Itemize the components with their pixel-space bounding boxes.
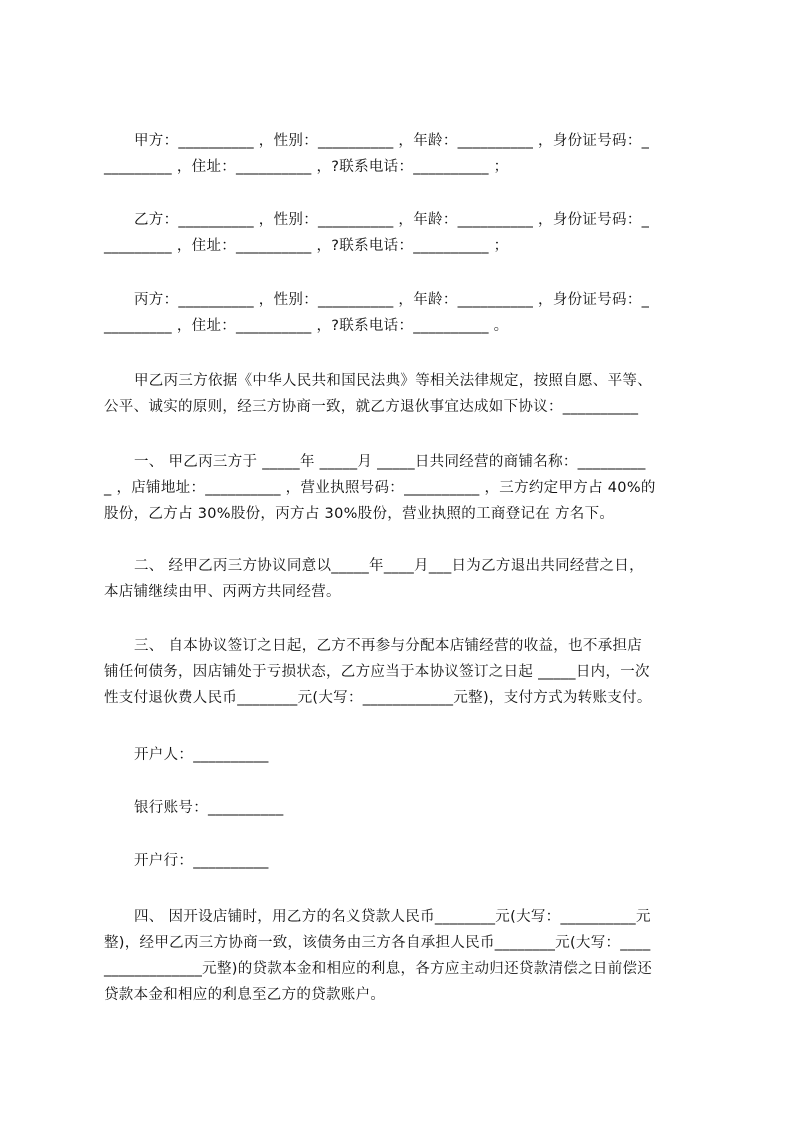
clause-4-line-1: 四、 因开设店铺时，用乙方的名义贷款人民币________元(大写：__________元 bbox=[134, 909, 651, 925]
account-holder bbox=[104, 742, 704, 768]
clause-2 bbox=[104, 553, 704, 605]
party-b-line-1: 乙方：__________ ，性别：__________ ，年龄：__________ ，身份证号码：_ bbox=[134, 212, 650, 228]
party-a-info bbox=[104, 128, 704, 180]
party-c-line-2: _________ ，住址：__________ ，?联系电话：__________ 。 bbox=[104, 318, 509, 334]
opening-bank bbox=[104, 848, 704, 874]
opening-bank-line: 开户行：__________ bbox=[134, 853, 269, 869]
party-c-info bbox=[104, 287, 704, 339]
clause-3-line-1: 三、 自本协议签订之日起，乙方不再参与分配本店铺经营的收益，也不承担店 bbox=[134, 638, 643, 654]
clause-1-line-1: 一、 甲乙丙三方于 _____年 _____月 _____日共同经营的商铺名称：_________ bbox=[134, 454, 646, 470]
clause-3-line-3: 性支付退伙费人民币________元(大写：____________元整)，支付方式为转账支付。 bbox=[104, 690, 652, 706]
party-a-line-1: 甲方：__________ ，性别：__________ ，年龄：__________ ，身份证号码：_ bbox=[134, 133, 650, 149]
clause-4-line-3: _____________元整)的贷款本金和相应的利息，各方应主动归还贷款清偿之日前偿还 bbox=[104, 961, 653, 977]
bank-account-number-line: 银行账号：__________ bbox=[134, 800, 284, 816]
clause-4-line-2: 整)，经甲乙丙三方协商一致，该债务由三方各自承担人民币________元(大写：____ bbox=[104, 935, 651, 951]
clause-4-line-4: 贷款本金和相应的利息至乙方的贷款账户。 bbox=[104, 987, 386, 1003]
clause-1-line-2: _ ，店铺地址：__________ ，营业执照号码：__________ ，三方约定甲方占 40%的 bbox=[104, 480, 656, 496]
preamble-line-1: 甲乙丙三方依据《中华人民共和国民法典》等相关法律规定，按照自愿、平等、 bbox=[134, 373, 652, 389]
clause-3-line-2: 铺任何债务，因店铺处于亏损状态，乙方应当于本协议签订之日起 _____日内，一次 bbox=[104, 664, 650, 680]
clause-2-line-2: 本店铺继续由甲、丙两方共同经营。 bbox=[104, 584, 341, 600]
party-b-info bbox=[104, 207, 704, 259]
party-a-line-2: _________ ，住址：__________ ，?联系电话：__________ ； bbox=[104, 159, 509, 175]
preamble bbox=[104, 368, 704, 420]
clause-1 bbox=[104, 449, 704, 527]
clause-1-line-3: 股份，乙方占 30%股份，丙方占 30%股份，营业执照的工商登记在 方名下。 bbox=[104, 506, 615, 522]
bank-account-number bbox=[104, 795, 704, 821]
account-holder-line: 开户人：__________ bbox=[134, 747, 269, 763]
preamble-line-2: 公平、诚实的原则，经三方协商一致，就乙方退伙事宜达成如下协议：__________ bbox=[104, 399, 639, 415]
clause-4 bbox=[104, 904, 704, 1008]
party-b-line-2: _________ ，住址：__________ ，?联系电话：__________ ； bbox=[104, 238, 509, 254]
clause-3 bbox=[104, 633, 704, 711]
clause-2-line-1: 二、 经甲乙丙三方协议同意以_____年____月___日为乙方退出共同经营之日， bbox=[134, 558, 644, 574]
party-c-line-1: 丙方：__________ ，性别：__________ ，年龄：__________ ，身份证号码：_ bbox=[134, 292, 650, 308]
